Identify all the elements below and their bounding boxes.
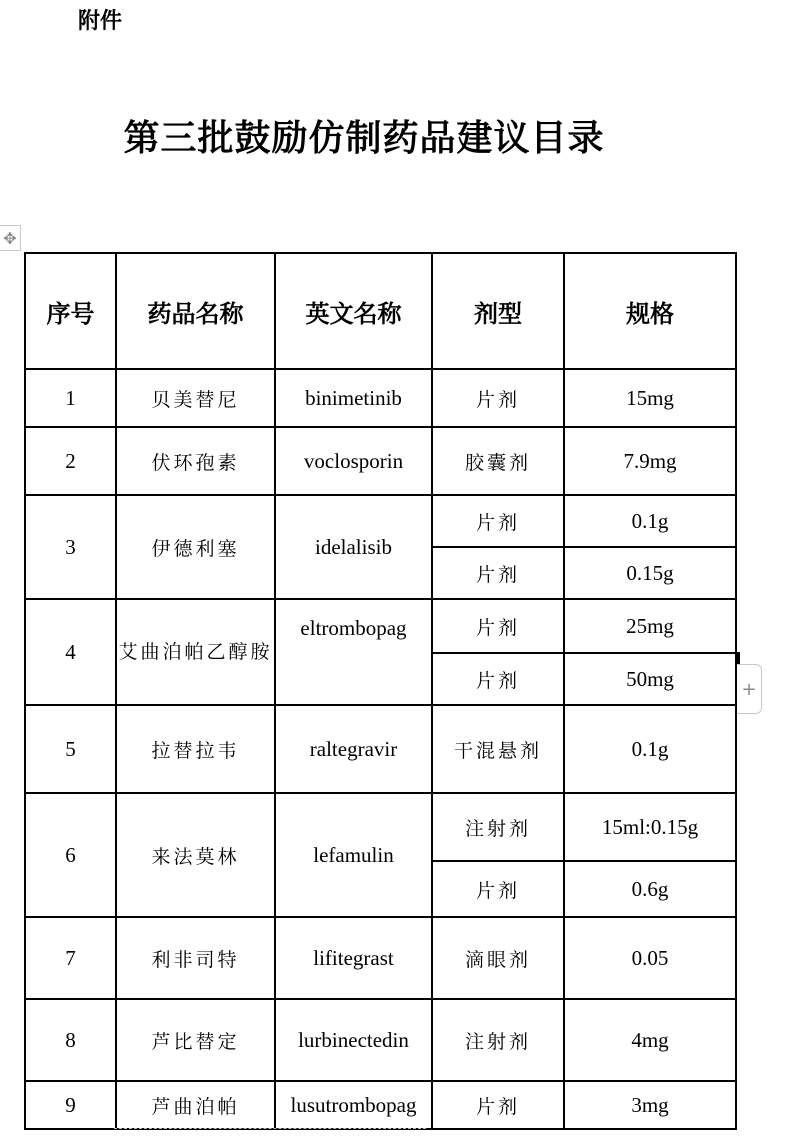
drug-name[interactable]: 来法莫林 <box>116 793 275 917</box>
spec[interactable]: 0.1g <box>564 495 736 547</box>
dosage-form[interactable]: 片剂 <box>432 495 564 547</box>
spec[interactable]: 4mg <box>564 999 736 1081</box>
add-column-icon[interactable]: + <box>737 664 762 714</box>
spec[interactable]: 15mg <box>564 369 736 427</box>
row-no[interactable]: 5 <box>25 705 116 793</box>
spec[interactable]: 0.15g <box>564 547 736 599</box>
header-dosage-form: 剂型 <box>432 253 564 369</box>
header-no: 序号 <box>25 253 116 369</box>
dosage-form[interactable]: 注射剂 <box>432 999 564 1081</box>
drug-table <box>24 252 737 1130</box>
table-row <box>25 369 736 427</box>
page-title: 第三批鼓励仿制药品建议目录 <box>123 117 605 159</box>
english-name[interactable]: lusutrombopag <box>275 1081 432 1129</box>
attachment-label: 附件 <box>78 9 123 34</box>
row-no[interactable]: 8 <box>25 999 116 1081</box>
dosage-form[interactable]: 注射剂 <box>432 793 564 861</box>
spec[interactable]: 3mg <box>564 1081 736 1129</box>
row-no[interactable]: 2 <box>25 427 116 495</box>
row-no[interactable]: 6 <box>25 793 116 917</box>
drug-name[interactable]: 贝美替尼 <box>116 369 275 427</box>
english-name[interactable]: lefamulin <box>275 793 432 917</box>
spec[interactable]: 7.9mg <box>564 427 736 495</box>
row-no[interactable]: 1 <box>25 369 116 427</box>
header-english-name: 英文名称 <box>275 253 432 369</box>
row-no[interactable]: 7 <box>25 917 116 999</box>
spec[interactable]: 25mg <box>564 599 736 653</box>
table-row <box>25 1081 736 1129</box>
table-header-row <box>25 253 736 369</box>
dosage-form[interactable]: 片剂 <box>432 1081 564 1129</box>
table-row <box>25 495 736 547</box>
english-name[interactable]: lifitegrast <box>275 917 432 999</box>
dosage-form[interactable]: 片剂 <box>432 547 564 599</box>
header-drug-name: 药品名称 <box>116 253 275 369</box>
drug-name[interactable]: 伊德利塞 <box>116 495 275 599</box>
table-row <box>25 427 736 495</box>
dosage-form[interactable]: 片剂 <box>432 369 564 427</box>
drug-name[interactable]: 艾曲泊帕乙醇胺 <box>116 599 275 705</box>
dosage-form[interactable]: 干混悬剂 <box>432 705 564 793</box>
english-name[interactable]: binimetinib <box>275 369 432 427</box>
table-row <box>25 999 736 1081</box>
dosage-form[interactable]: 胶囊剂 <box>432 427 564 495</box>
table-row <box>25 793 736 861</box>
dosage-form[interactable]: 片剂 <box>432 599 564 653</box>
drug-name[interactable]: 利非司特 <box>116 917 275 999</box>
row-no[interactable]: 3 <box>25 495 116 599</box>
spec[interactable]: 0.6g <box>564 861 736 917</box>
dosage-form[interactable]: 片剂 <box>432 861 564 917</box>
dosage-form[interactable]: 片剂 <box>432 653 564 705</box>
drug-name[interactable]: 伏环孢素 <box>116 427 275 495</box>
spec[interactable]: 0.05 <box>564 917 736 999</box>
page-boundary-line <box>114 1128 426 1130</box>
table-row <box>25 599 736 653</box>
english-name[interactable]: voclosporin <box>275 427 432 495</box>
english-name[interactable]: lurbinectedin <box>275 999 432 1081</box>
drug-name[interactable]: 芦曲泊帕 <box>116 1081 275 1129</box>
row-no[interactable]: 4 <box>25 599 116 705</box>
drug-name[interactable]: 拉替拉韦 <box>116 705 275 793</box>
header-spec: 规格 <box>564 253 736 369</box>
spec[interactable]: 15ml:0.15g <box>564 793 736 861</box>
table-row <box>25 705 736 793</box>
english-name[interactable]: raltegravir <box>275 705 432 793</box>
row-no[interactable]: 9 <box>25 1081 116 1129</box>
spec[interactable]: 0.1g <box>564 705 736 793</box>
table-row <box>25 917 736 999</box>
table-move-handle-icon[interactable]: ✥ <box>0 225 21 251</box>
dosage-form[interactable]: 滴眼剂 <box>432 917 564 999</box>
english-name[interactable]: eltrombopag <box>275 599 432 705</box>
english-name[interactable]: idelalisib <box>275 495 432 599</box>
spec[interactable]: 50mg <box>564 653 736 705</box>
drug-name[interactable]: 芦比替定 <box>116 999 275 1081</box>
